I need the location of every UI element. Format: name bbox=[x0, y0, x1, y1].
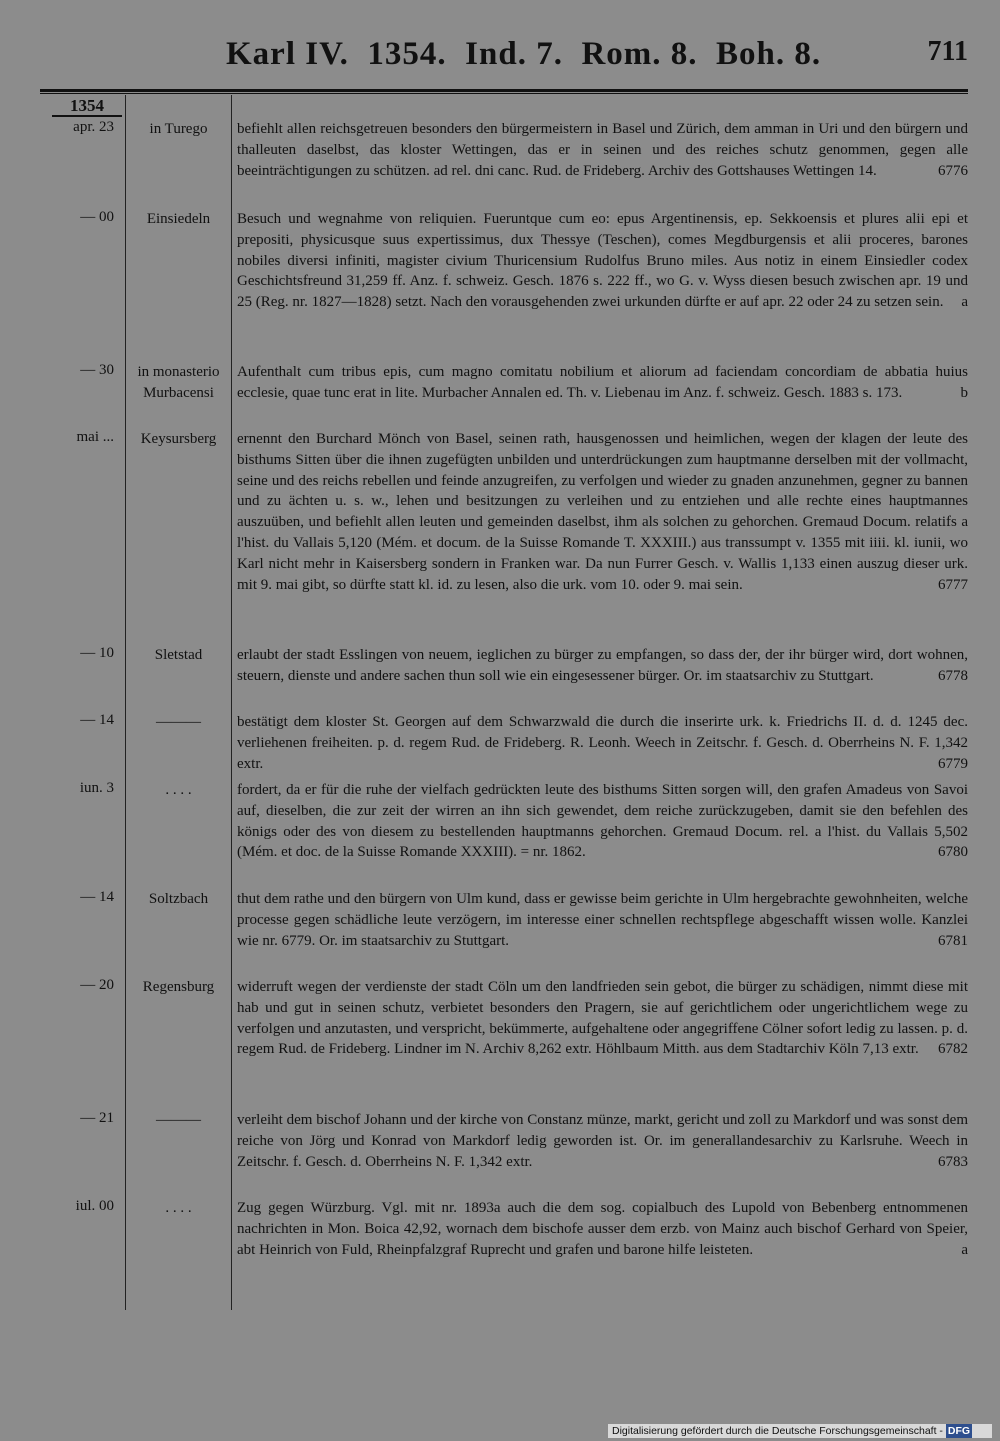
page-header bbox=[0, 36, 1000, 80]
entry-place: Keysursberg bbox=[140, 431, 217, 447]
entry-text bbox=[237, 119, 968, 181]
entry-date: — 30 bbox=[80, 362, 114, 378]
entry-number: 6778 bbox=[938, 667, 968, 684]
entry-place: . . . . bbox=[165, 1200, 192, 1216]
entry-place: ——— bbox=[156, 714, 201, 730]
entry-date: apr. 23 bbox=[73, 119, 114, 135]
entry-date: — 00 bbox=[80, 209, 114, 225]
entry-text bbox=[237, 1110, 968, 1172]
header-rule bbox=[40, 89, 968, 92]
entry-number: a bbox=[961, 294, 968, 311]
entry-text bbox=[237, 977, 968, 1060]
column-divider-place bbox=[231, 95, 232, 1310]
entry-text bbox=[237, 209, 968, 313]
entry-date: — 20 bbox=[80, 977, 114, 993]
entry-number: 6777 bbox=[938, 576, 968, 593]
entry-date: iul. 00 bbox=[75, 1198, 114, 1214]
entry-number: 6781 bbox=[938, 932, 968, 949]
entry-text bbox=[237, 1198, 968, 1260]
entry-body: bestätigt dem kloster St. Georgen auf dem Schwarzwald die durch die inserirte urk. k. Friedrichs II. d. d. 1245 dec. verliehenen freiheiten. p. d. regem Rud. de Frideberg. R. Leonh. Weech in Zeitschr. f. Gesch. d. Oberrheins N. F. 1,342 extr. bbox=[237, 714, 968, 772]
entry-body: verleiht dem bischof Johann und der kirche von Constanz münze, markt, gericht und zoll zu Markdorf und was sonst dem reiche von Jörg und Konrad von Markdorf ledig geworden ist. Or. im generallandesarchiv zu Karlsruhe. Weech in Zeitschr. f. Gesch. d. Oberrheins N. F. 1,342 extr. bbox=[237, 1112, 968, 1170]
entry-body: erlaubt der stadt Esslingen von neuem, ieglichen zu bürger zu empfangen, so dass der, der ihr bürger wird, dort wohnen, steuern, dienste und andere sachen thun soll wie ein eingesessener bürger. Or. im staatsarchiv zu Stuttgart. bbox=[237, 647, 968, 684]
entry-place: Regensburg bbox=[142, 979, 215, 995]
entry-text bbox=[237, 780, 968, 863]
entry-body: befiehlt allen reichsgetreuen besonders den bürgermeistern in Basel und Zürich, dem amman in Uri und den bürgern und thalleuten daselbst, das kloster Wettingen, das er in seinen und des reiches schutz genommen, gegen alle beeinträchtigungen zu schützen. ad rel. dni canc. Rud. de Frideberg. Archiv des Gottshauses Wettingen 14. bbox=[237, 121, 968, 179]
funding-text: Digitalisierung gefördert durch die Deutsche Forschungsgemeinschaft - bbox=[612, 1425, 943, 1437]
header-rule-thin bbox=[40, 93, 968, 94]
entry-body: Aufenthalt cum tribus epis, cum magno comitatu nobilium et aliorum ad faciendam concordiam de abbatia huius ecclesie, quae tunc erat in lite. Murbacher Annalen ed. Th. v. Liebenau im Anz. f. schweiz. Gesch. 1883 s. 173. bbox=[237, 364, 968, 401]
entry-body: Besuch und wegnahme von reliquien. Fueruntque cum eo: epus Argentinensis, ep. Sekkoensis et plures alii epi et prepositi, physicusque suus expertissimus, dux Thessye (Teschen), comes Megdburgensis et alii proceres, barones nobiles diversi infiniti, magister civium Thuricensium Rudolfus Bruno miles. Aus notiz in einem Einsiedler codex Geschichtsfreund 31,259 ff. Anz. f. schweiz. Gesch. 1876 s. 222 ff., wo G. v. Wyss diesen besuch zwischen apr. 19 und 25 (Reg. nr. 1827—1828) setzt. Nach den vorausgehenden zwei urkunden dürfte er auf apr. 22 oder 24 zu setzen sein. bbox=[237, 211, 968, 311]
entry-date: iun. 3 bbox=[79, 780, 114, 796]
entry-place: Einsiedeln bbox=[146, 211, 211, 227]
entry-number: b bbox=[960, 384, 968, 401]
entry-place: Sletstad bbox=[154, 647, 203, 663]
entry-number: 6782 bbox=[938, 1041, 968, 1058]
funding-notice bbox=[608, 1424, 992, 1438]
entry-place: in monasterio Murbacensi bbox=[137, 364, 220, 401]
entry-number: 6776 bbox=[938, 162, 968, 179]
entry-text bbox=[237, 712, 968, 774]
entry-text bbox=[237, 889, 968, 951]
entry-body: fordert, da er für die ruhe der vielfach gedrückten leute des bisthums Sitten sorgen will, den grafen Amadeus von Savoi auf, dieselben, die zur zeit der wirren an ihn sich gewendet, dem reiche zurückzugeben, damit sie den befehlen des königs oder des von diesem zu bestellenden hauptmanns gehorchen. Gremaud Docum. rel. a l'hist. du Vallais 5,502 (Mém. et doc. de la Suisse Romande XXXIII). = nr. 1862. bbox=[237, 782, 968, 861]
entry-number: 6780 bbox=[938, 844, 968, 861]
entry-text bbox=[237, 645, 968, 687]
entry-number: 6783 bbox=[938, 1153, 968, 1170]
entry-place: . . . . bbox=[165, 782, 192, 798]
entry-body: widerruft wegen der verdienste der stadt Cöln um den landfrieden sein gebot, die bürger zu schädigen, nimmt diese mit hab und gut in seinen schutz, verbietet besonders den Pragern, sie auf gerichtlichem oder ungerichtlichem wege zu verfolgen und anzutasten, und verspricht, bekümmerte, aufgehaltene oder angegriffene Cölner sofort ledig zu lassen. p. d. regem Rud. de Frideberg. Lindner im N. Archiv 8,262 extr. Höhlbaum Mitth. aus dem Stadtarchiv Köln 7,13 extr. bbox=[237, 979, 968, 1058]
entry-number: 6779 bbox=[938, 755, 968, 772]
entry-place: Soltzbach bbox=[148, 891, 209, 907]
entry-date: mai ... bbox=[76, 429, 114, 445]
entry-text bbox=[237, 362, 968, 404]
year-heading: 1354 bbox=[52, 96, 122, 117]
entry-place: ——— bbox=[156, 1112, 201, 1128]
entry-text bbox=[237, 429, 968, 595]
entry-body: ernennt den Burchard Mönch von Basel, seinen rath, hausgenossen und heimlichen, wegen der klagen der leute des bisthums Sitten über die ihnen zugefügten unbilden und unterdrückungen zum hauptmanne derselben mit der vollmacht, seine und des reichs rebellen und feinde anzugreifen, zu verfolgen und wieder zu gnaden anzunehmen, gegner zu bannen und zu ächten u. s. w., lehen und besitzungen zu verleihen und zu entziehen und alle rechte eines hauptmannes auszuüben, und befiehlt allen leuten und gemeinden daselbst, ihm als solchen zu gehorchen. Gremaud Docum. relatifs a l'hist. du Vallais 5,120 (Mém. et docum. de la Suisse Romande T. XXXIII.) aus transsumpt v. 1355 mit iiii. kl. iunii, wo Karl nicht mehr in Kaisersberg sondern in Franken war. Da nun Furrer Gesch. v. Wallis 1,133 einen auszug dieser urk. mit 9. mai gibt, so dürfte statt kl. id. zu lesen, also die urk. vom 10. oder 9. mai sein. bbox=[237, 431, 968, 593]
entry-number: a bbox=[961, 1241, 968, 1258]
entry-date: — 14 bbox=[80, 712, 114, 728]
entry-place: in Turego bbox=[149, 121, 208, 137]
entry-date: — 10 bbox=[80, 645, 114, 661]
entry-date: — 21 bbox=[80, 1110, 114, 1126]
page-number: 711 bbox=[927, 36, 968, 67]
entry-body: thut dem rathe und den bürgern von Ulm kund, dass er gewisse beim gerichte in Ulm hergebrachte gewohnheiten, welche processe gegen schädliche leute verzögern, im interesse einer schnellen rechtspflege abgeschafft wissen wolle. Kanzlei wie nr. 6779. Or. im staatsarchiv zu Stuttgart. bbox=[237, 891, 968, 949]
running-title: Karl IV. 1354. Ind. 7. Rom. 8. Boh. 8. bbox=[226, 36, 822, 72]
entry-date: — 14 bbox=[80, 889, 114, 905]
entry-body: Zug gegen Würzburg. Vgl. mit nr. 1893a auch die dem sog. copialbuch des Lupold von Bebenberg entnommenen nachrichten in Mon. Boica 42,92, wornach dem bischofe ausser dem erzb. von Mainz auch bischof Gerhard von Speier, abt Heinrich von Fuld, Rheinpfalzgraf Ruprecht und grafen und barone hilfe leisteten. bbox=[237, 1200, 968, 1258]
dfg-logo: DFG bbox=[947, 1425, 971, 1437]
